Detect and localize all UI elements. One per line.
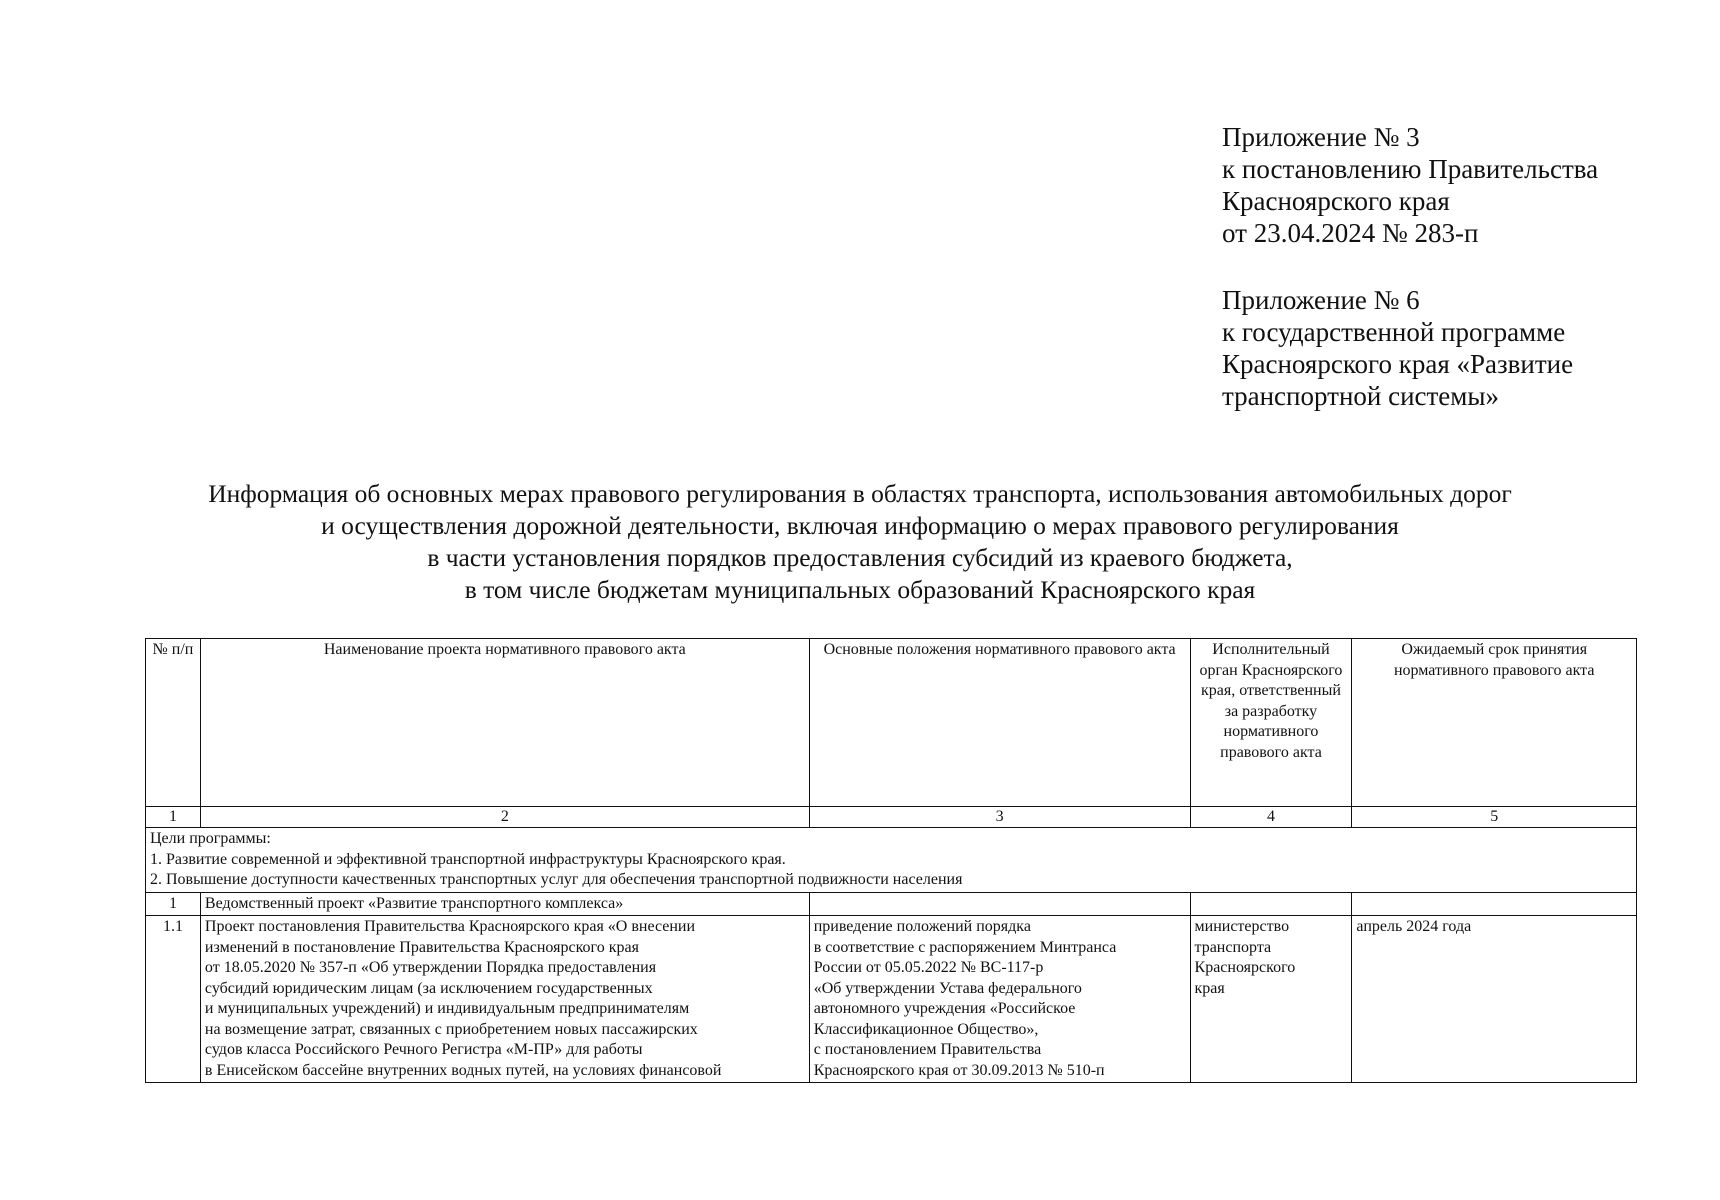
empty-cell xyxy=(809,892,1190,916)
annex-line: Красноярского края «Развитие xyxy=(1222,349,1574,379)
title-line: и осуществления дорожной деятельности, включая информацию о мерах правового регулирования xyxy=(321,511,1399,540)
annex-line: Красноярского края xyxy=(1222,186,1450,216)
column-number: 2 xyxy=(200,807,809,828)
act-name: Проект постановления Правительства Красноярского края «О внесении изменений в постановление Правительства Красноярского края от 18.05.2020 № 357-п «Об утверждении Порядка предоставления субсидий юридическим лицам (за исключением государственных и муниципальных учреждений) и индивидуальным предпринимателям на возмещение затрат, связанных с приобретением новых пассажирских судов класса Российского Речного Регистра «М-ПР» для работы в Енисейском бассейне внутренних водных путей, на условиях финансовой xyxy=(200,916,809,1083)
annex-line: Приложение № 6 xyxy=(1222,285,1420,315)
annex-line: к государственной программе xyxy=(1222,317,1566,347)
annex-line: от 23.04.2024 № 283-п xyxy=(1222,218,1479,248)
act-provisions: приведение положений порядка в соответствие с распоряжением Минтранса России от 05.05.2022 № ВС-117-р «Об утверждении Устава федерального автономного учреждения «Российское Классификационное Общество», с постановлением Правительства Красноярского края от 30.09.2013 № 510-п xyxy=(809,916,1190,1083)
header-name: Наименование проекта нормативного правового акта xyxy=(200,639,809,807)
document-title xyxy=(60,478,1660,606)
table-header-row xyxy=(146,639,1637,807)
goals-row xyxy=(146,828,1637,893)
section-title: Ведомственный проект «Развитие транспортного комплекса» xyxy=(200,892,809,916)
goal-item: 2. Повышение доступности качественных транспортных услуг для обеспечения транспортной подвижности населения xyxy=(150,871,963,888)
section-number: 1 xyxy=(146,892,201,916)
goal-item: 1. Развитие современной и эффективной транспортной инфраструктуры Красноярского края. xyxy=(150,850,786,868)
column-number: 5 xyxy=(1352,807,1637,828)
annex-line: Приложение № 3 xyxy=(1222,122,1420,152)
header-provisions: Основные положения нормативного правового акта xyxy=(809,639,1190,807)
goals-heading: Цели программы: xyxy=(150,830,271,847)
section-row xyxy=(146,892,1637,916)
empty-cell xyxy=(1352,892,1637,916)
row-number: 1.1 xyxy=(146,916,201,1083)
title-line: в том числе бюджетам муниципальных образований Красноярского края xyxy=(464,575,1256,604)
title-line: в части установления порядков предоставления субсидий из краевого бюджета, xyxy=(427,543,1293,572)
program-goals xyxy=(146,828,1637,893)
executive-body: министерство транспорта Красноярского края xyxy=(1190,916,1352,1083)
column-number: 3 xyxy=(809,807,1190,828)
column-number: 1 xyxy=(146,807,201,828)
column-number-row xyxy=(146,807,1637,828)
header-term: Ожидаемый срок принятия нормативного правового акта xyxy=(1352,639,1637,807)
measures-table xyxy=(145,638,1637,1083)
empty-cell xyxy=(1190,892,1352,916)
adoption-term: апрель 2024 года xyxy=(1352,916,1637,1083)
annex-6-block xyxy=(1222,284,1573,412)
header-num: № п/п xyxy=(146,639,201,807)
header-executive-body: Исполнительный орган Красноярского края, ответственный за разработку нормативного правового акта xyxy=(1190,639,1352,807)
annex-3-block xyxy=(1222,121,1598,249)
table-row xyxy=(146,916,1637,1083)
column-number: 4 xyxy=(1190,807,1352,828)
title-line: Информация об основных мерах правового регулирования в областях транспорта, использования автомобильных дорог xyxy=(208,479,1512,508)
annex-line: к постановлению Правительства xyxy=(1222,154,1599,184)
annex-line: транспортной системы» xyxy=(1222,381,1500,411)
